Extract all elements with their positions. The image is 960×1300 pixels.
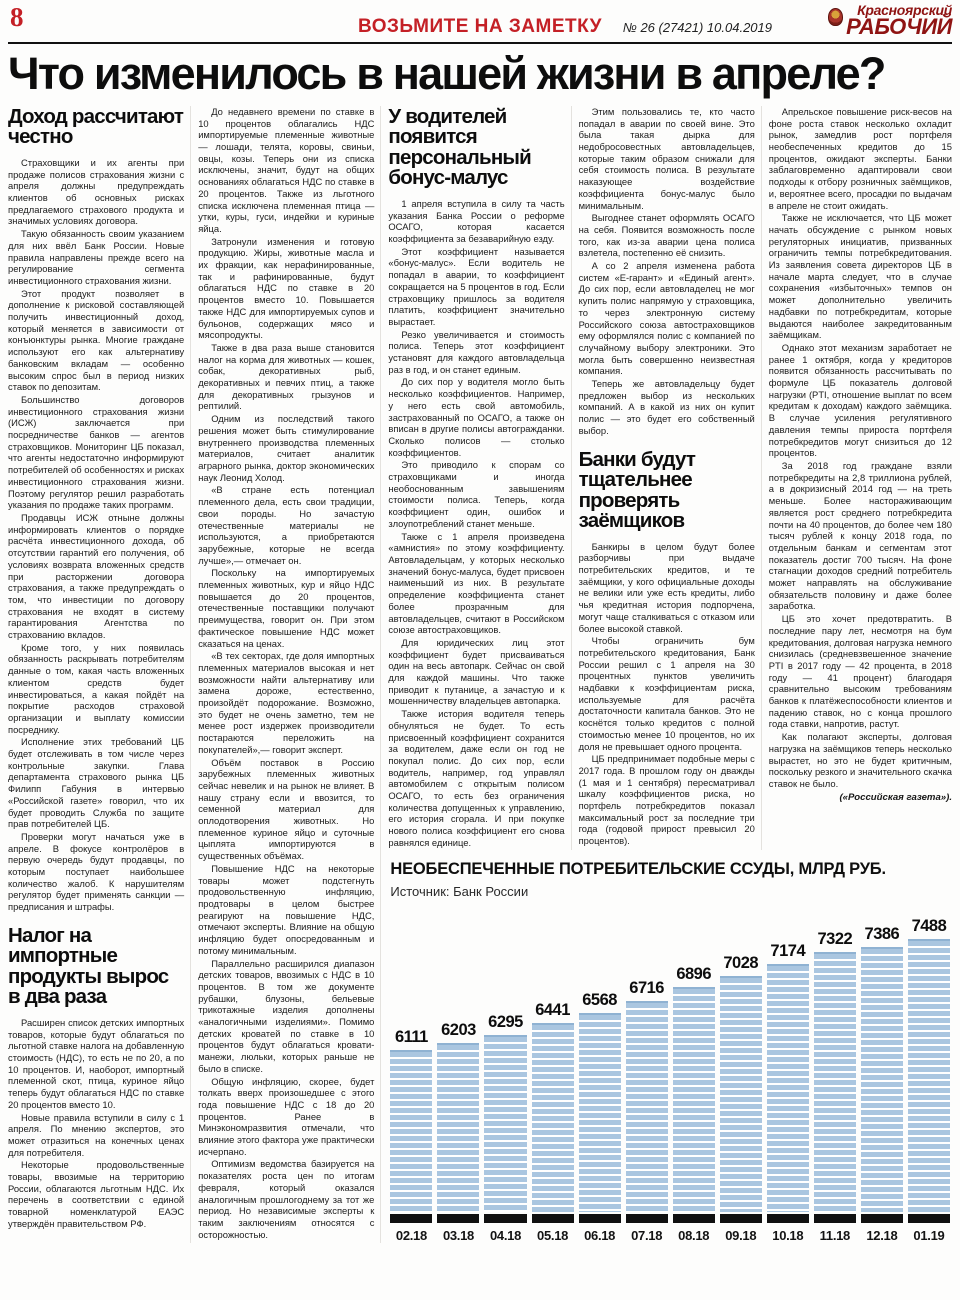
article-paragraph: За 2018 год граждане взяли потребкредиты на 2,8 триллиона рублей, а в докризисный 2014 год — на треть меньше. Более настораживающим является рост среднего потребкредита почти на 40 процентов, до более чем 180 тысяч рублей к концу 2018 года, по отдельным банкам и сегментам этот показатель достиг 700 тысяч. На фоне стагнации доходов средний потребитель может направлять на обслуживание обязательств половину и даже более заработка. xyxy=(768,459,952,612)
article-paragraph: «В стране есть потенциал племенного дела, есть свои традиции, свои породы. Но зачастую отечественные материалы не используются, а приобретаются зарубежные, которые не всегда лучше»,— отмечает он. xyxy=(198,484,375,566)
column-4 xyxy=(579,106,762,850)
bar-group xyxy=(579,991,621,1243)
article-paragraph: Проверки могут начаться уже в апреле. В фокусе контролёров в первую очередь будут продавцы, по которым поступает наибольшее количество жалоб. К нарушителям регулятор будет применять санкции — предписания и штрафы. xyxy=(8,830,185,913)
article-heading: Доход рассчитают честно xyxy=(8,104,184,149)
article-paragraph: Параллельно расширился диапазон детских товаров, ввозимых с НДС в 10 процентов. В том же документе рубашки, блузоны, бельевые трикотажные изделия дополнены «аналогичными изделиями». Помимо детских кроватей по ставке в 10 процентов будут облагаться кровати-манежи, люльки, которых раньше не было в списке. xyxy=(198,957,375,1074)
bar xyxy=(626,1001,668,1212)
article-paragraph: Оптимизм ведомства базируется на показателях роста цен по итогам февраля, который оказался аналогичным прошлогоднему за тот же период. Но независимые эксперты к таким заключениям относятся с осторожностью. xyxy=(198,1158,375,1240)
bar-category-label: 08.18 xyxy=(678,1227,710,1243)
bar-baseline xyxy=(908,1214,950,1223)
masthead-name-top: Красноярский xyxy=(857,2,952,18)
article-paragraph: Продавцы ИСЖ отныне должны информировать клиентов о порядке расчёта инвестиционного дохода, об отсутствии гарантий его получения, об условиях возврата вложенных средств при расторжении договора страхования, а также предупреждать о том, что инвестиции по договору страхования не входят в систему гарантирования Агентства по страхованию вкладов. xyxy=(8,511,185,641)
bar-value-label: 6111 xyxy=(394,1027,428,1046)
masthead xyxy=(828,2,952,39)
bar-baseline xyxy=(720,1214,762,1223)
article-paragraph: Однако этот механизм заработает не ранее 1 октября, когда у кредиторов появится обязанность рассчитывать по формуле ЦБ показатель долговой нагрузки (PTI, отношение выплат по всем кредитам к доходам) каждого заёмщика. В случае усиления регулятивного давления темпы прироста портфеля потребкредитов могут снизиться до 12 процентов. xyxy=(768,341,952,459)
bar-baseline xyxy=(673,1214,715,1223)
bar xyxy=(720,976,762,1212)
main-headline: Что изменилось в нашей жизни в апреле? xyxy=(8,48,885,99)
article-paragraph: «В тех секторах, где доля импортных племенных материалов высокая и нет возможности найти альтернативу или замена дороже, естественно, произойдёт подорожание. Возможно, это будет не очень заметно, тем не менее рост издержек производители постараются переложить на покупателей»,— говорит эксперт. xyxy=(198,650,375,755)
bar-group xyxy=(908,917,950,1243)
rubric-title: ВОЗЬМИТЕ НА ЗАМЕТКУ xyxy=(358,16,602,37)
article-paragraph: Затронули изменения и готовую продукцию. Жиры, животные масла и их фракции, как нерафинированные, так и рафинированные, будут облагаться НДС по ставке в 20 процентов вместо 10. Повышается также НДС для импортируемых супов и бульонов, содержащих мясо и мясопродукты. xyxy=(198,235,375,341)
bar-baseline xyxy=(861,1214,903,1223)
article-paragraph: Этим пользовались те, кто часто попадал в аварии по своей вине. Это была такая дырка для недобросовестных автовладельцев, которые таким образом снижали для себя стоимость полиса. В результате наказующее воздействие коэффициента бонус-малус было минимальным. xyxy=(578,105,755,211)
article-paragraph: Этот продукт позволяет в дополнение к рисковой составляющей получить инвестиционный доход, который меняется в зависимости от конъюнктуры рынка. Многие граждане используют его как альтернативу банковским вкладам — особенно высоким спрос был в период низких ставок по депозитам. xyxy=(8,287,185,393)
article-paragraph: Общую инфляцию, скорее, будет толкать вверх произошедшее с этого года повышение НДС с 18 до 20 процентов. Ранее в Минэкономразвития отмечали, что влияние этого фактора уже практически исчерпано. xyxy=(198,1075,375,1157)
page-number: 8 xyxy=(10,2,24,32)
article-paragraph: До недавнего времени по ставке в 10 процентов облагались НДС импортируемые племенные животные — лошади, телята, коровы, свиньи, овцы, козы. Теперь они из списка исключены, значит, будут на общих основаниях облагаться НДС по ставке в 20 процентов. Также из льготного списка исключена племенная птица — утки, куры, гуси, индейки и куриные яйца. xyxy=(198,105,375,234)
bar-value-label: 7322 xyxy=(817,929,853,948)
bar-group xyxy=(861,925,903,1243)
article-paragraph: Выгоднее станет оформлять ОСАГО на себя. Появится возможность после того, как из-за аварии цена полиса взлетела, постепенно её снизить. xyxy=(578,212,755,259)
bar-category-label: 05.18 xyxy=(537,1227,569,1243)
order-medal-icon xyxy=(828,8,843,26)
article-paragraph: ЦБ это хочет предотвратить. В последние пару лет, несмотря на бум кредитования, долговая нагрузка немного снизилась (средневзвешенное значение PTI в 2017 году — 42 процента, в 2018 году — 41 процент) благодаря сравнительно высоким требованиям банков к платёжеспособности клиентов и падению ставок, но с конца прошлого года ставки, напротив, растут. xyxy=(768,613,952,730)
article-paragraph: До сих пор у водителя могло быть несколько коэффициентов. Например, у него есть свой автомобиль, застрахованный по ОСАГО, а также он вписан в другие полисы автогражданки. Сколько полисов — столько коэффициентов. xyxy=(388,376,565,458)
bar-baseline xyxy=(579,1214,621,1223)
column-2 xyxy=(198,106,381,1243)
article-heading: Банки будут тщательнее проверять заёмщиков xyxy=(578,447,696,533)
page-header xyxy=(8,4,952,44)
bar xyxy=(908,939,950,1212)
bar-group xyxy=(484,1013,526,1243)
bar-group xyxy=(437,1021,479,1243)
bar-group xyxy=(814,930,856,1243)
bar-category-label: 02.18 xyxy=(395,1227,427,1243)
bar-value-label: 6896 xyxy=(676,964,712,983)
bar-group xyxy=(390,1028,432,1243)
article-paragraph: Также не исключается, что ЦБ может начать обсуждение с рынком новых регуляторных инициатив, призванных ограничить темпы потребкредитования. Из заявления совета директоров ЦБ в начале марта следует, что в случае сохранения «избыточных» темпов он может дополнительно увеличить надбавки по потребкредитам, которые выдаются наиболее закредитованным заёмщикам. xyxy=(768,212,952,341)
article-paragraph: Расширен список детских импортных товаров, которые будут облагаться по льготной ставке налога на добавленную стоимость (НДС), то есть не по 20, а по 10 процентов. И, наоборот, импортный племенной скот, птица, куриное яйцо теперь будут облагаться НДС по ставке 20 процентов вместо 10. xyxy=(8,1016,185,1110)
bar-baseline xyxy=(484,1214,526,1223)
bar-value-label: 6716 xyxy=(629,978,664,997)
article-paragraph: Также в два раза выше становится налог на корма для животных — кошек, собак, декоративных рыб, декоративных и певчих птиц, а также для декоративных грызунов и рептилий. xyxy=(198,341,375,412)
bar xyxy=(484,1035,526,1212)
bar-category-label: 09.18 xyxy=(725,1227,757,1243)
bar-category-label: 12.18 xyxy=(866,1227,898,1243)
article-paragraph: Объём поставок в Россию зарубежных племенных животных сейчас невелик и на рынок не влияет. В нашу страну если и ввозится, то семенной материал для оплодотворения животных. Но племенное куриное яйцо и суточные цыплята импортируются в существенных объёмах. xyxy=(198,756,375,862)
article-paragraph: Большинство договоров инвестиционного страхования жизни (ИСЖ) заключается при посредничестве банков — агентов страховщиков. Мониторинг ЦБ показал, что агенты недостаточно информируют потребителей об особенностях и рисках инвестиционного страхования жизни. Поэтому регулятор решил разработать указания по продаже таких программ. xyxy=(8,393,185,511)
bar-category-label: 11.18 xyxy=(819,1227,850,1243)
article-paragraph: ЦБ предпринимает подобные меры с 2017 года. В прошлом году он дважды (1 мая и 1 сентября) пересматривал шкалу коэффициентов риска, но портфель потребкредитов показал максимальный рост за последние три года (годовой прирост превысил 20 процентов). xyxy=(578,753,755,847)
bar-baseline xyxy=(814,1214,856,1223)
bar-category-label: 04.18 xyxy=(489,1227,522,1243)
article-paragraph: А со 2 апреля изменена работа систем «Е-гарант» и «Единый агент». До сих пор, если автовладелец не мог купить полис напрямую у страховщика, то через электронную систему Российского союза автостраховщиков ему оформлялся полис с компанией по случайному выбору электроники. Это могла быть совершенно неизвестная компания. xyxy=(578,260,755,377)
article-paragraph: Как полагают эксперты, долговая нагрузка на заёмщиков теперь несколько вырастет, но это не будет критичным, поскольку резкого и значительного скачка ставок не было. xyxy=(768,731,952,789)
bar-group xyxy=(720,954,762,1243)
bar-baseline xyxy=(767,1214,809,1223)
chart-title: НЕОБЕСПЕЧЕННЫЕ ПОТРЕБИТЕЛЬСКИЕ ССУДЫ, МЛРД РУБ. xyxy=(390,859,886,878)
article-paragraph: Страховщики и их агенты при продаже полисов страхования жизни с апреля должны предупреждать клиентов об основных рисках предлагаемого страхового продукта и значимых условиях договора. xyxy=(8,156,185,227)
issue-info: № 26 (27421) 10.04.2019 xyxy=(622,20,772,35)
bar-baseline xyxy=(390,1214,432,1223)
bar-group xyxy=(673,965,715,1243)
bar-category-label: 10.18 xyxy=(772,1227,804,1243)
bar-category-label: 07.18 xyxy=(631,1227,663,1243)
bar-group xyxy=(532,1001,574,1243)
article-paragraph: Исполнение этих требований ЦБ будет отслеживать в том числе через контрольные закупки. Глава департамента страхового рынка ЦБ Филипп Габуния в интервью «Российской газете» говорил, что их будет проводить Служба по защите прав потребителей ЦБ. xyxy=(8,736,185,830)
bar xyxy=(673,987,715,1212)
bar-value-label: 7386 xyxy=(864,924,900,943)
bar xyxy=(814,952,856,1212)
column-1 xyxy=(8,106,191,1243)
bar-category-label: 06.18 xyxy=(584,1227,616,1243)
article-heading: Налог на импортные продукты вырос в два раза xyxy=(8,923,169,1009)
bar xyxy=(532,1023,574,1212)
bar-value-label: 6295 xyxy=(488,1012,523,1031)
article-paragraph: Одним из последствий такого решения может быть стимулирование внутреннего производства племенных материалов, считает аналитик аграрного рынка, доктор экономических наук Леонид Холод. xyxy=(198,413,375,483)
article-paragraph: Для юридических лиц этот коэффициент будет присваиваться один на весь автопарк. Сейчас он свой для каждой машины. Что также приводит к путанице, а зачастую и к мошенничеству владельцев автопарка. xyxy=(388,636,565,707)
article-paragraph: Поскольку на импортируемых племенных животных, кур и яйцо НДС повышается до 20 процентов, отечественные поставщики получают преимущества, говорит он. При этом фактическое повышение НДС может сказаться на ценах. xyxy=(198,567,375,649)
bar xyxy=(579,1013,621,1212)
bar-value-label: 6203 xyxy=(441,1020,476,1039)
bar-value-label: 6568 xyxy=(582,990,617,1009)
chart-source-label: Источник: Банк России xyxy=(390,883,529,899)
bar xyxy=(861,947,903,1212)
article-paragraph: Также история водителя теперь обнуляться не будет. То есть присвоенный коэффициент сохранится за водителем, даже если он год не покупал полис. До сих пор, если водитель, например, год управлял автомобилем с открытым полисом ОСАГО, то есть без ограничения количества допущенных к управлению, его история сгорала. И при покупке нового полиса коэффициент его снова равнялся единице. xyxy=(388,708,565,848)
article-paragraph: Чтобы ограничить бум потребительского кредитования, Банк России решил с 1 апреля на 30 процентных пунктов увеличить надбавки к коэффициентам риска, используемые для расчёта достаточности капитала банков. Это не коснётся только кредитов с полной стоимостью менее 10 процентов, но их доля не превышает одного процента. xyxy=(578,635,755,752)
bar-baseline xyxy=(532,1214,574,1223)
bar xyxy=(390,1050,432,1212)
loans-bar-chart xyxy=(388,850,952,1243)
bar xyxy=(437,1043,479,1212)
article-paragraph: Банкиры в целом будут более разборчивы при выдаче потребительских кредитов, и те заёмщики, у кого официальные доходы не велики или уже есть кредиты, либо чья кредитная история подпорчена, могут чаще сталкиваться с отказом или более высокой ставкой. xyxy=(578,540,755,634)
bar-value-label: 7028 xyxy=(723,953,759,972)
article-paragraph: Это приводило к спорам со страховщиками и иногда необоснованным завышениям стоимости полиса. Теперь, когда коэффициент один, ошибок и злоупотреблений станет меньше. xyxy=(388,459,565,529)
chart-bars xyxy=(390,905,950,1243)
article-columns xyxy=(8,106,952,1243)
article-paragraph: Некоторые продовольственные товары, ввозимые на территорию России, облагаются льготным НДС. Их перечень в соответствии с единой товарной номенклатурой ЕАЭС утверждён правительством РФ. xyxy=(8,1159,185,1229)
article-paragraph: Новые правила вступили в силу с 1 апреля. По мнению экспертов, это может отразиться на конечных ценах для потребителя. xyxy=(8,1111,185,1158)
bar-category-label: 03.18 xyxy=(442,1227,474,1243)
bar-group xyxy=(626,979,668,1243)
bar-baseline xyxy=(437,1214,479,1223)
article-paragraph: Повышение НДС на некоторые товары может подстегнуть продовольственную инфляцию, продтовары в целом быстрее реагируют на повышение НДС, отмечают эксперты. Влияние на общую инфляцию будет опосредованным и потому минимальным. xyxy=(198,862,375,956)
bar-value-label: 7174 xyxy=(770,941,806,960)
article-paragraph: Также с 1 апреля произведена «амнистия» по этому коэффициенту. Автовладельцам, у которых несколько значений бонус-малуса, будет присвоен наименьший из них. В результате определение коэффициента станет более прозрачным для автовладельцев, считают в Российском союзе автостраховщиков. xyxy=(388,530,565,636)
bar-baseline xyxy=(626,1214,668,1223)
article-paragraph: Этот коэффициент называется «бонус-малус». Если водитель не попадал в аварии, то коэффициент сокращается на 5 процентов в год. Если страховщику пришлось за водителя платить, коэффициент значительно вырастает. xyxy=(388,245,565,327)
bar xyxy=(767,964,809,1212)
article-paragraph: Кроме того, у них появилась обязанность раскрывать потребителям данные о том, какая часть вложенных клиентом средств будет инвестироваться, а какая пойдёт на покрытие расходов страховой организации и выплату комиссии посреднику. xyxy=(8,641,185,735)
article-heading: У водителей появится персональный бонус-малус xyxy=(388,104,531,190)
article-paragraph: Апрельское повышение риск-весов на фоне роста ставок несколько охладит рынок, замедлив рост портфеля необеспеченных кредитов до 15 процентов, ожидают эксперты. Банки заблаговременно адаптировали свои подходы к отбору розничных заёмщиков, и, вероятнее всего, просадки по выдачам в апреле не стоит ожидать. xyxy=(768,105,952,211)
article-signature: («Российская газета»). xyxy=(839,791,952,803)
column-5 xyxy=(769,106,952,850)
article-paragraph: Резко увеличивается и стоимость полиса. Теперь этот коэффициент установят для каждого автовладельца раз в год, и он станет единым. xyxy=(388,328,565,375)
bar-category-label: 01.19 xyxy=(913,1227,945,1243)
bar-group xyxy=(767,942,809,1243)
article-paragraph: Такую обязанность своим указанием для них ввёл Банк России. Новые правила направлены прежде всего на регулирование сегмента инвестиционного страхования жизни. xyxy=(8,228,185,286)
masthead-name-bottom: РАБОЧИЙ xyxy=(846,13,952,39)
bar-value-label: 7488 xyxy=(911,916,947,935)
article-paragraph: 1 апреля вступила в силу та часть указания Банка России о реформе ОСАГО, которая касается коэффициента за безаварийную езду. xyxy=(388,197,565,244)
article-paragraph: Теперь же автовладельцу будет предложен выбор из нескольких компаний. А в какой из них он купит полис — это будет его собственный выбор. xyxy=(578,378,755,436)
bar-value-label: 6441 xyxy=(535,1000,570,1019)
column-3 xyxy=(388,106,571,850)
